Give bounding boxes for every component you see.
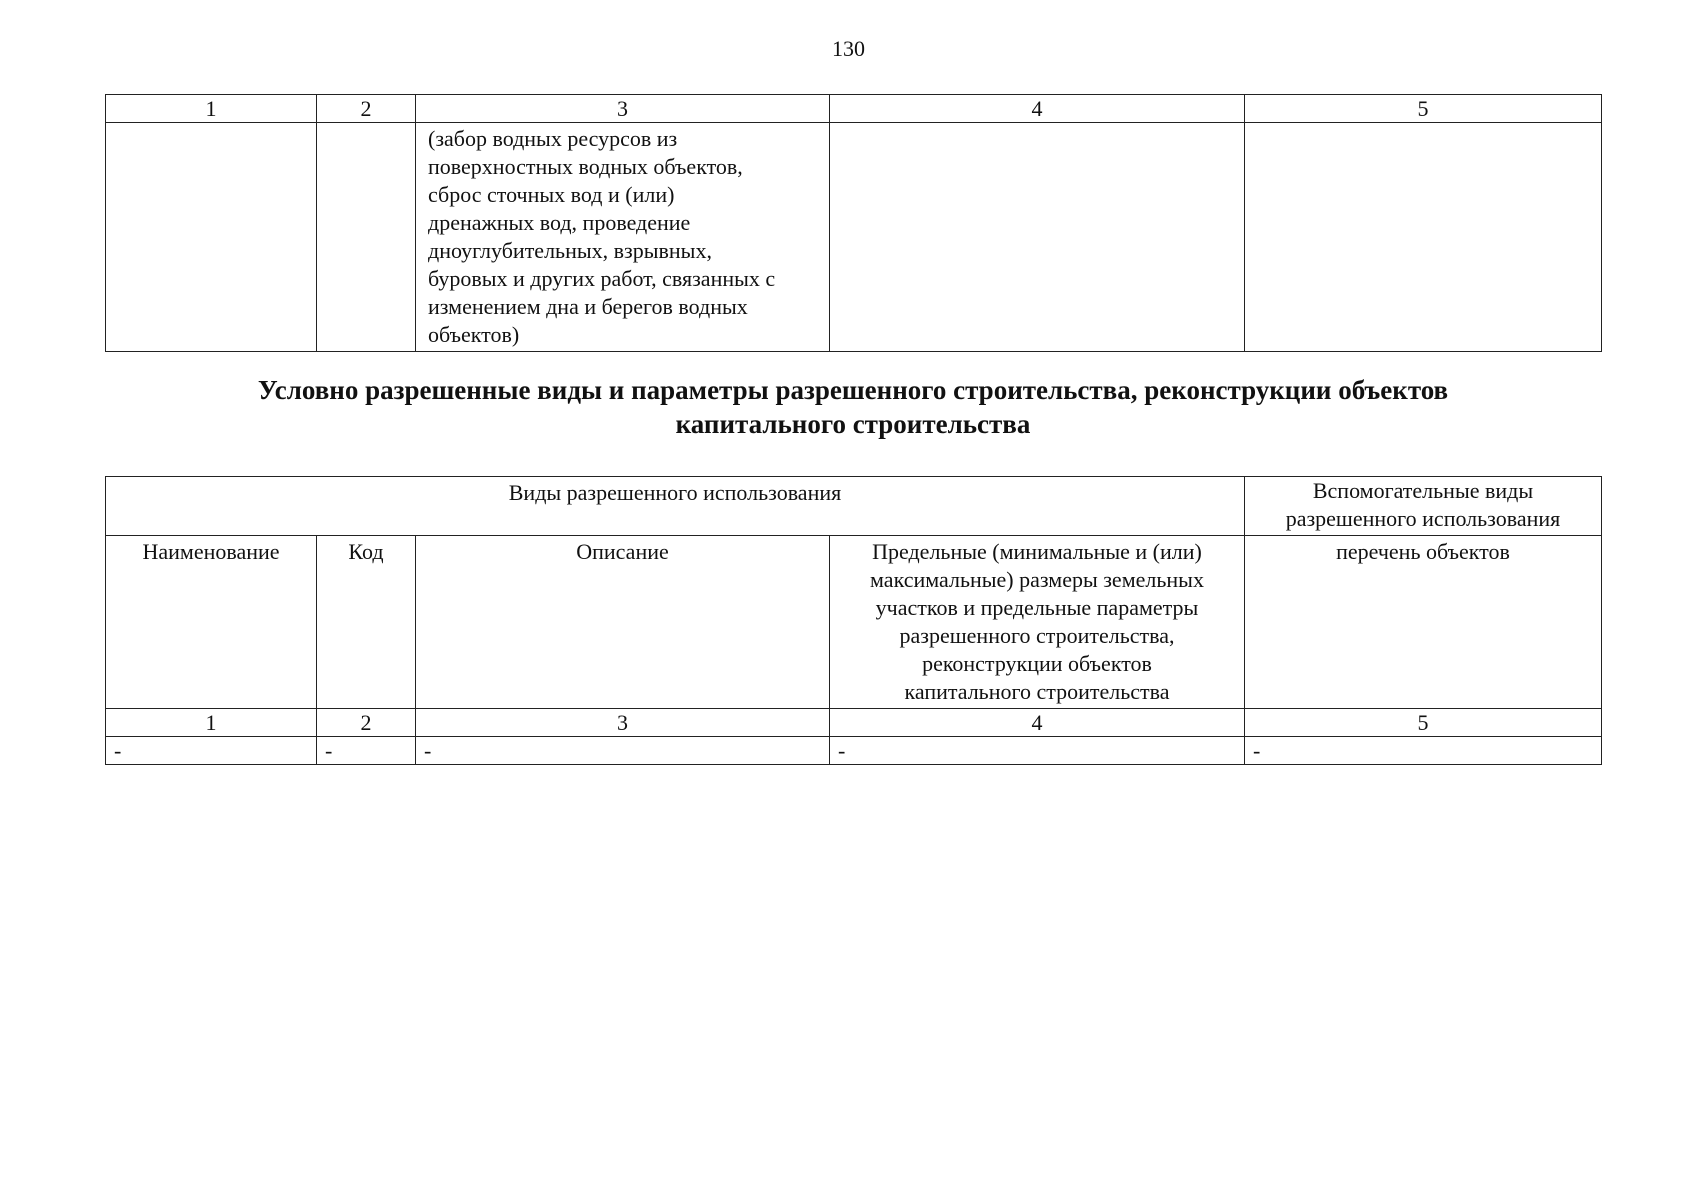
column-number: 5	[1245, 95, 1602, 123]
section-heading-line: Условно разрешенные виды и параметры разрешенного строительства, реконструкции объектов	[257, 375, 1449, 405]
parameters-header-line: максимальные) размеры земельных	[870, 567, 1204, 592]
description-line: (забор водных ресурсов из	[428, 126, 678, 151]
column-number: 1	[106, 709, 317, 737]
table-row	[106, 737, 1602, 765]
cell-description: -	[416, 737, 830, 765]
cell-auxiliary	[1245, 123, 1602, 352]
group-header-permitted-uses: Виды разрешенного использования	[106, 477, 1245, 536]
description-line: сброс сточных вод и (или)	[428, 182, 675, 207]
section-heading-line: капитального строительства	[675, 409, 1031, 439]
description-line: дренажных вод, проведение	[428, 210, 691, 235]
section-heading	[105, 373, 1601, 441]
column-header-row	[106, 536, 1602, 709]
column-number: 1	[106, 95, 317, 123]
header-name: Наименование	[106, 536, 317, 709]
parameters-header-line: реконструкции объектов	[922, 651, 1152, 676]
cell-code	[317, 123, 416, 352]
cell-code: -	[317, 737, 416, 765]
header-description: Описание	[416, 536, 830, 709]
group-header-row	[106, 477, 1602, 536]
parameters-header-line: разрешенного строительства,	[899, 623, 1175, 648]
cell-name	[106, 123, 317, 352]
column-number-row	[106, 95, 1602, 123]
group-header-auxiliary-uses	[1245, 477, 1602, 536]
column-number-row	[106, 709, 1602, 737]
description-line: объектов)	[428, 322, 520, 347]
aux-header-line: разрешенного использования	[1285, 506, 1561, 531]
cell-aux-list: -	[1245, 737, 1602, 765]
description-line: буровых и других работ, связанных с	[428, 266, 776, 291]
header-aux-list: перечень объектов	[1245, 536, 1602, 709]
column-number: 2	[317, 709, 416, 737]
column-number: 4	[830, 95, 1245, 123]
column-number: 4	[830, 709, 1245, 737]
cell-description	[416, 123, 830, 352]
cell-name: -	[106, 737, 317, 765]
description-line: дноуглубительных, взрывных,	[428, 238, 712, 263]
description-line: изменением дна и берегов водных	[428, 294, 748, 319]
conditional-uses-table	[105, 476, 1602, 765]
header-code: Код	[317, 536, 416, 709]
column-number: 3	[416, 95, 830, 123]
header-parameters	[830, 536, 1245, 709]
parameters-header-line: капитального строительства	[904, 679, 1170, 704]
page-number: 130	[832, 36, 865, 61]
parameters-header-line: Предельные (минимальные и (или)	[872, 539, 1202, 564]
column-number: 3	[416, 709, 830, 737]
parameters-header-line: участков и предельные параметры	[875, 595, 1199, 620]
table-row	[106, 123, 1602, 352]
description-line: поверхностных водных объектов,	[428, 154, 743, 179]
top-table-continuation	[105, 94, 1602, 352]
aux-header-line: Вспомогательные виды	[1312, 478, 1534, 503]
cell-parameters	[830, 123, 1245, 352]
column-number: 5	[1245, 709, 1602, 737]
cell-parameters: -	[830, 737, 1245, 765]
column-number: 2	[317, 95, 416, 123]
